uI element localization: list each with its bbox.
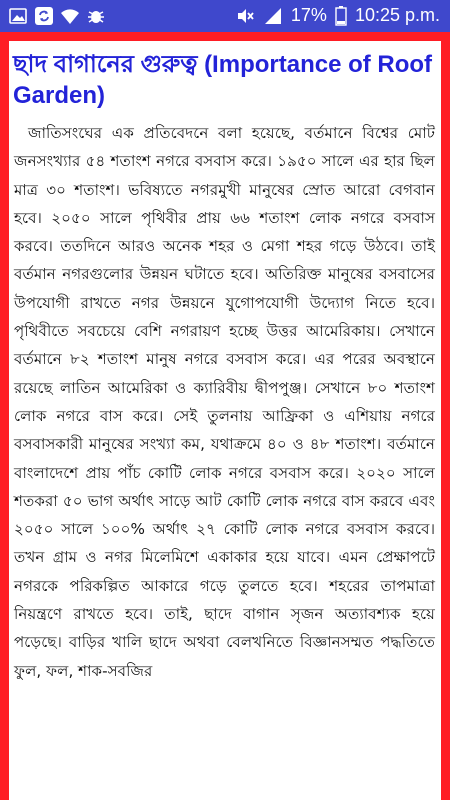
- status-bar: [0, 0, 450, 32]
- clock-time: 10:25 p.m.: [354, 5, 440, 25]
- article-frame[interactable]: [0, 32, 450, 800]
- article-body: জাতিসংঘের এক প্রতিবেদনে বলা হয়েছে, বর্তমানে বিশ্বের মোট জনসংখ্যার ৫৪ শতাংশ নগরে বসবাস করে। ১৯৫০ সালে এর হার ছিল মাত্র ৩০ শতাংশ। ভবিষ্যতে নগরমুখী মানুষের স্রোত আরো বেগবান হবে। ২০৫০ সালে পৃথিবীর প্রায় ৬৬ শতাংশ লোক নগরে বসবাস করবে। ততদিনে আরও অনেক শহর ও মেগা শহর গড়ে উঠবে। তাই বর্তমান নগরগুলোর উন্নয়ন ঘটাতে হবে। অতিরিক্ত মানুষের বসবাসের উপযোগী রাখতে নগর উন্নয়নে যুগোপযোগী উদ্যোগ নিতে হবে। পৃথিবীতে সবচেয়ে বেশি নগরায়ণ হচ্ছে উত্তর আমেরিকায়। সেখানে বর্তমানে ৮২ শতাংশ মানুষ নগরে বসবাস করে। এর পরের অবস্থানে রয়েছে লাতিন আমেরিকা ও ক্যারিবীয় দ্বীপপুঞ্জ। সেখানে ৮০ শতাংশ লোক নগরে বাস করে। সেই তুলনায় আফ্রিকা ও এশিয়ায় নগরে বসবাসকারী মানুষের সংখ্যা কম, যথাক্রমে ৪০ ও ৪৮ শতাংশ। বর্তমানে বাংলাদেশে প্রায় পাঁচ কোটি লোক নগরে বসবাস করে। ২০২০ সালে শতকরা ৫০ ভাগ অর্থাৎ সাড়ে আট কোটি লোক নগরে বাস করবে এবং ২০৫০ সালে ১০০% অর্থাৎ ২৭ কোটি লোক নগরে বসবাস করবে। তখন গ্রাম ও নগর মিলেমিশে একাকার হয়ে যাবে। এমন প্রেক্ষাপটে নগরকে পরিকল্পিত আকারে গড়ে তুলতে হবে। শহরের তাপমাত্রা নিয়ন্ত্রণে রাখতে হবে। তাই, ছাদে বাগান সৃজন অত্যাবশ্যক হয়ে পড়েছে। বাড়ির খালি ছাদে অথবা বেলখনিতে বিজ্ঞানসম্মত পদ্ধতিতে ফুল, ফল, শাক-সবজির: [14, 124, 435, 680]
- battery-icon: [335, 6, 347, 26]
- battery-percent: 17%: [290, 5, 327, 25]
- status-right: [235, 5, 440, 26]
- status-left-icons: [8, 6, 106, 26]
- image-icon: [8, 6, 28, 26]
- signal-icon: [263, 6, 283, 26]
- sync-icon: [34, 6, 54, 26]
- wifi-icon: [60, 6, 80, 26]
- mute-icon: [235, 6, 255, 26]
- debug-icon: [86, 6, 106, 26]
- article-title: ছাদ বাগানের গুরুত্ব (Importance of Roof Garden): [13, 51, 433, 109]
